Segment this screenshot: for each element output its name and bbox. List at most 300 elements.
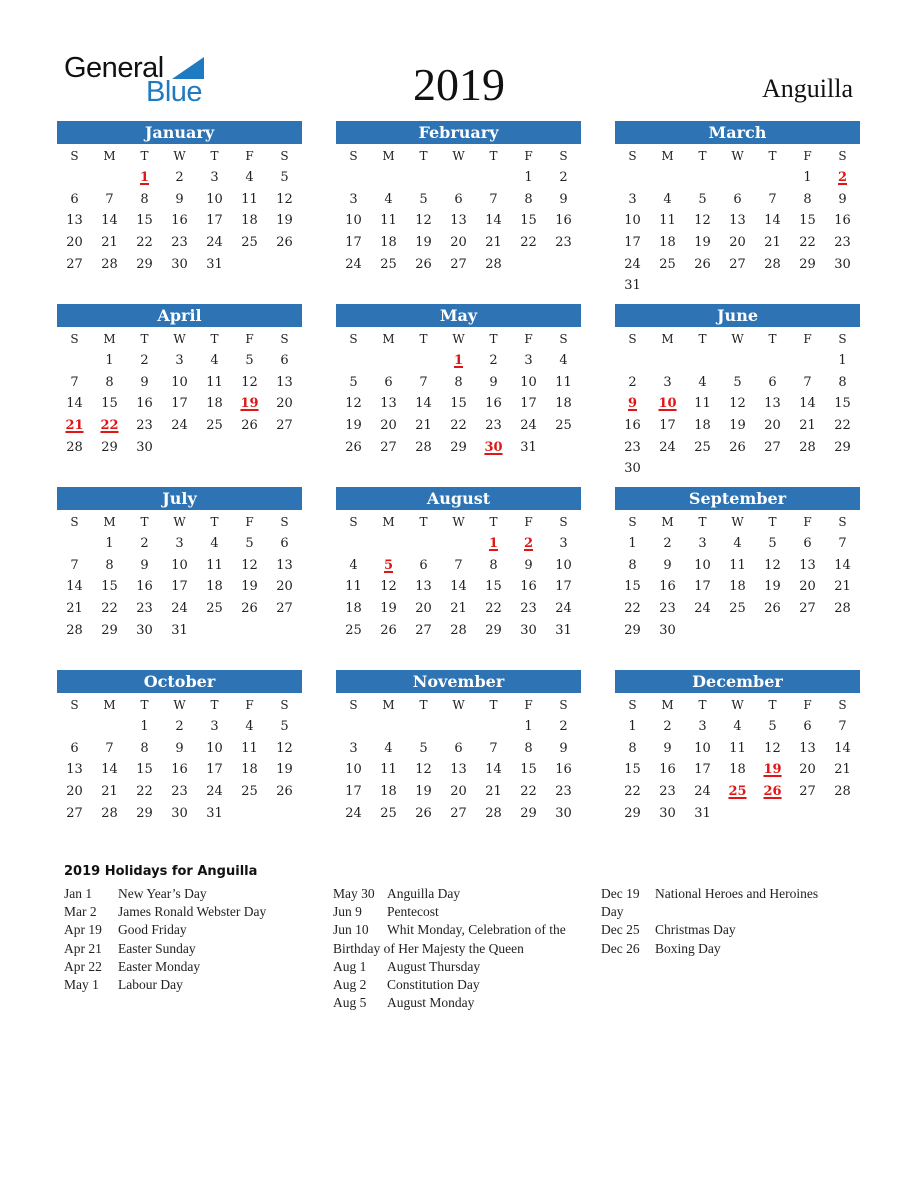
day-cell: 28 [450,622,467,638]
holiday-name: Whit Monday, Celebration of the Birthday of Her Majesty the Queen [333,922,566,956]
day-cell: 9 [663,740,672,756]
day-cell: 12 [345,396,362,412]
holiday-day-cell: 10 [658,396,677,412]
weekday-label: M [661,698,674,712]
day-cell: 27 [450,256,467,272]
empty-cell [371,533,406,555]
day-cell: 15 [136,762,153,778]
day-cell: 24 [206,784,223,800]
day-cell: 11 [659,213,676,229]
day-cell: 13 [66,213,83,229]
weekday-label: W [173,332,186,346]
day-cell: 3 [175,353,184,368]
day-cell: 16 [171,762,188,778]
logo-text-general: General [64,52,164,84]
weekday-label: T [419,332,428,346]
day-cell: 8 [524,191,533,207]
weekday-label: W [731,515,744,529]
holiday-date: Aug 1 [333,958,367,974]
day-cell: 24 [520,418,537,434]
holiday-day-cell: 19 [240,396,259,412]
day-cell: 8 [140,191,149,207]
day-cell: 18 [729,762,746,778]
weekday-label: T [210,332,219,346]
day-cell: 9 [140,557,149,573]
day-cell: 8 [524,740,533,756]
day-cell: 14 [450,579,467,595]
day-cell: 27 [764,439,781,455]
day-cell: 10 [345,762,362,778]
day-cell: 23 [624,439,641,455]
day-cell: 1 [838,353,847,368]
day-cell: 18 [345,601,362,617]
day-cell: 31 [555,622,572,638]
day-cell: 23 [485,418,502,434]
weekday-label: T [489,515,498,529]
day-cell: 10 [345,213,362,229]
holiday-entry [64,958,304,976]
day-cell: 18 [241,213,258,229]
day-cell: 21 [101,235,118,251]
holiday-name: Anguilla Day [387,886,461,901]
holidays-column [601,885,841,958]
holiday-entry [333,976,573,994]
day-cell: 24 [659,439,676,455]
day-cell: 15 [624,579,641,595]
weekday-label: S [559,332,568,346]
day-cell: 14 [799,396,816,412]
day-cell: 31 [520,439,537,455]
weekday-label: S [628,698,637,712]
day-cell: 15 [450,396,467,412]
day-cell: 14 [834,557,851,573]
day-cell: 16 [485,396,502,412]
day-cell: 8 [489,557,498,573]
day-cell: 22 [136,784,153,800]
day-cell: 16 [834,213,851,229]
month-days-grid [336,327,581,458]
holiday-name: August Thursday [387,958,481,974]
day-cell: 16 [555,213,572,229]
weekday-label: W [452,149,465,163]
day-cell: 21 [66,601,83,617]
day-cell: 12 [276,740,293,756]
weekday-label: W [173,149,186,163]
day-cell: 14 [485,213,502,229]
day-cell: 1 [803,170,812,185]
month-february [336,121,581,304]
day-cell: 26 [415,256,432,272]
day-cell: 16 [659,762,676,778]
day-cell: 22 [624,784,641,800]
holidays-column [333,885,573,1012]
day-cell: 17 [555,579,572,595]
month-april [57,304,302,487]
day-cell: 22 [520,784,537,800]
empty-cell [92,167,127,189]
weekday-label: W [173,698,186,712]
weekday-label: F [245,332,254,346]
weekday-label: M [661,332,674,346]
day-cell: 11 [694,396,711,412]
day-cell: 6 [454,191,463,207]
day-cell: 13 [415,579,432,595]
day-cell: 13 [66,762,83,778]
day-cell: 4 [245,719,254,734]
holiday-date: Aug 5 [333,995,367,1011]
holiday-name: Pentecost [387,904,439,920]
day-cell: 3 [698,536,707,551]
holiday-day-cell: 9 [627,396,638,412]
weekday-label: F [803,332,812,346]
day-cell: 4 [245,170,254,185]
holiday-entry [64,885,304,903]
day-cell: 5 [245,353,254,368]
day-cell: 13 [799,557,816,573]
weekday-label: W [452,698,465,712]
day-cell: 27 [415,622,432,638]
day-cell: 31 [694,805,711,821]
holiday-day-cell: 1 [139,170,150,185]
day-cell: 16 [136,579,153,595]
day-cell: 19 [694,235,711,251]
day-cell: 22 [624,601,641,617]
holiday-entry [333,885,573,903]
day-cell: 13 [276,557,293,573]
day-cell: 2 [559,719,568,734]
empty-cell [441,716,476,738]
day-cell: 23 [834,235,851,251]
day-cell: 1 [105,353,114,368]
day-cell: 4 [698,374,707,390]
day-cell: 12 [241,374,258,390]
month-august [336,487,581,670]
day-cell: 20 [799,762,816,778]
month-header: November [336,670,581,693]
weekday-label: S [838,698,847,712]
day-cell: 31 [206,256,223,272]
day-cell: 5 [698,191,707,207]
weekday-label: T [698,515,707,529]
day-cell: 17 [659,418,676,434]
day-cell: 15 [799,213,816,229]
day-cell: 27 [276,418,293,434]
weekday-label: F [245,698,254,712]
day-cell: 22 [520,235,537,251]
day-cell: 3 [628,191,637,207]
weekday-label: S [70,149,79,163]
day-cell: 29 [101,622,118,638]
day-cell: 15 [485,579,502,595]
empty-cell [685,350,720,372]
holiday-day-cell: 1 [453,353,464,368]
weekday-label: S [349,332,358,346]
day-cell: 30 [555,805,572,821]
day-cell: 2 [140,536,149,551]
day-cell: 10 [555,557,572,573]
day-cell: 30 [659,622,676,638]
holiday-name: Labour Day [118,977,183,993]
day-cell: 2 [140,353,149,368]
day-cell: 30 [520,622,537,638]
day-cell: 3 [175,536,184,551]
day-cell: 13 [276,374,293,390]
weekday-label: F [245,149,254,163]
day-cell: 28 [66,622,83,638]
day-cell: 6 [70,740,79,756]
day-cell: 25 [241,235,258,251]
day-cell: 1 [524,170,533,185]
holiday-entry [601,940,841,958]
day-cell: 29 [799,256,816,272]
weekday-label: T [698,698,707,712]
empty-cell [720,167,755,189]
weekday-label: F [245,515,254,529]
day-cell: 26 [345,439,362,455]
day-cell: 5 [280,719,289,734]
day-cell: 13 [450,213,467,229]
day-cell: 7 [489,740,498,756]
day-cell: 13 [729,213,746,229]
day-cell: 25 [206,601,223,617]
day-cell: 28 [799,439,816,455]
day-cell: 23 [136,418,153,434]
day-cell: 21 [834,762,851,778]
day-cell: 28 [485,256,502,272]
weekday-label: F [524,149,533,163]
day-cell: 14 [66,579,83,595]
empty-cell [406,167,441,189]
weekday-label: M [103,698,116,712]
day-cell: 5 [280,170,289,185]
day-cell: 18 [241,762,258,778]
day-cell: 9 [489,374,498,390]
weekday-label: W [173,515,186,529]
day-cell: 15 [520,213,537,229]
day-cell: 6 [803,719,812,734]
day-cell: 19 [415,784,432,800]
month-header: March [615,121,860,144]
weekday-label: T [419,515,428,529]
day-cell: 20 [764,418,781,434]
day-cell: 3 [349,191,358,207]
weekday-label: S [838,149,847,163]
empty-cell [371,350,406,372]
holiday-name: Christmas Day [655,922,736,938]
day-cell: 24 [171,418,188,434]
weekday-label: T [768,698,777,712]
day-cell: 26 [729,439,746,455]
day-cell: 11 [729,557,746,573]
holiday-name: Good Friday [118,922,187,938]
day-cell: 11 [345,579,362,595]
holiday-entry [601,885,841,921]
day-cell: 21 [764,235,781,251]
day-cell: 6 [454,740,463,756]
month-header: December [615,670,860,693]
day-cell: 10 [520,374,537,390]
weekday-label: M [382,149,395,163]
holiday-date: Mar 2 [64,904,97,920]
holiday-date: Jun 9 [333,904,362,920]
weekday-label: F [524,515,533,529]
empty-cell [57,716,92,738]
day-cell: 27 [729,256,746,272]
country-title: Anguilla [762,74,853,103]
day-cell: 9 [559,191,568,207]
day-cell: 11 [241,740,258,756]
day-cell: 11 [206,374,223,390]
day-cell: 15 [101,396,118,412]
holiday-name: Easter Sunday [118,940,196,956]
holiday-day-cell: 1 [488,536,499,551]
holiday-name: James Ronald Webster Day [118,904,267,920]
weekday-label: S [559,698,568,712]
day-cell: 17 [520,396,537,412]
day-cell: 31 [624,278,641,294]
day-cell: 17 [694,579,711,595]
day-cell: 2 [175,170,184,185]
day-cell: 7 [70,557,79,573]
month-days-grid [615,327,860,480]
weekday-label: T [140,515,149,529]
day-cell: 30 [624,461,641,477]
empty-cell [57,350,92,372]
day-cell: 22 [485,601,502,617]
empty-cell [57,167,92,189]
day-cell: 16 [624,418,641,434]
holiday-entry [333,958,573,976]
weekday-label: S [838,332,847,346]
day-cell: 16 [520,579,537,595]
day-cell: 5 [419,191,428,207]
day-cell: 30 [136,439,153,455]
month-days-grid [615,693,860,824]
weekday-label: F [524,698,533,712]
day-cell: 7 [454,557,463,573]
weekday-label: W [452,332,465,346]
day-cell: 11 [555,374,572,390]
month-days-grid [57,144,302,275]
holiday-date: Aug 2 [333,977,367,993]
day-cell: 27 [380,439,397,455]
day-cell: 3 [559,536,568,551]
day-cell: 25 [241,784,258,800]
day-cell: 17 [345,784,362,800]
day-cell: 15 [520,762,537,778]
day-cell: 21 [834,579,851,595]
day-cell: 8 [628,557,637,573]
holiday-entry [333,994,573,1012]
day-cell: 14 [415,396,432,412]
day-cell: 30 [171,256,188,272]
day-cell: 6 [280,536,289,551]
month-days-grid [57,510,302,641]
day-cell: 4 [733,536,742,551]
weekday-label: T [698,332,707,346]
weekday-label: S [70,515,79,529]
weekday-label: S [628,332,637,346]
day-cell: 24 [555,601,572,617]
month-days-grid [57,693,302,824]
day-cell: 29 [485,622,502,638]
day-cell: 7 [105,740,114,756]
day-cell: 25 [694,439,711,455]
weekday-label: S [628,149,637,163]
weekday-label: T [140,332,149,346]
day-cell: 20 [66,235,83,251]
holiday-date: Dec 25 [601,922,640,938]
day-cell: 25 [206,418,223,434]
day-cell: 10 [171,374,188,390]
weekday-label: S [280,698,289,712]
day-cell: 8 [105,374,114,390]
day-cell: 28 [101,805,118,821]
holidays-column [64,885,304,994]
month-march [615,121,860,304]
weekday-label: T [698,149,707,163]
month-header: April [57,304,302,327]
day-cell: 23 [555,784,572,800]
empty-cell [755,167,790,189]
holiday-name: Easter Monday [118,958,201,974]
day-cell: 3 [210,719,219,734]
day-cell: 29 [834,439,851,455]
day-cell: 17 [694,762,711,778]
day-cell: 14 [66,396,83,412]
empty-cell [336,533,371,555]
day-cell: 30 [834,256,851,272]
holiday-day-cell: 22 [100,418,119,434]
day-cell: 27 [799,601,816,617]
day-cell: 25 [380,805,397,821]
day-cell: 30 [171,805,188,821]
weekday-label: W [731,698,744,712]
day-cell: 7 [838,719,847,734]
day-cell: 8 [454,374,463,390]
weekday-label: S [70,332,79,346]
weekday-label: S [349,149,358,163]
day-cell: 24 [345,256,362,272]
holiday-date: Dec 26 [601,940,640,956]
month-days-grid [57,327,302,458]
weekday-label: F [524,332,533,346]
day-cell: 10 [694,740,711,756]
day-cell: 26 [276,784,293,800]
day-cell: 29 [520,805,537,821]
day-cell: 24 [694,784,711,800]
weekday-label: S [559,149,568,163]
day-cell: 8 [628,740,637,756]
day-cell: 22 [101,601,118,617]
month-header: July [57,487,302,510]
empty-cell [685,167,720,189]
day-cell: 10 [171,557,188,573]
day-cell: 6 [733,191,742,207]
day-cell: 13 [799,740,816,756]
day-cell: 23 [171,235,188,251]
month-header: May [336,304,581,327]
holiday-date: Jun 10 [333,922,369,938]
empty-cell [441,167,476,189]
holiday-entry [333,903,573,921]
day-cell: 2 [663,719,672,734]
month-days-grid [615,144,860,297]
empty-cell [615,350,650,372]
month-header: January [57,121,302,144]
weekday-label: T [489,149,498,163]
day-cell: 26 [764,601,781,617]
